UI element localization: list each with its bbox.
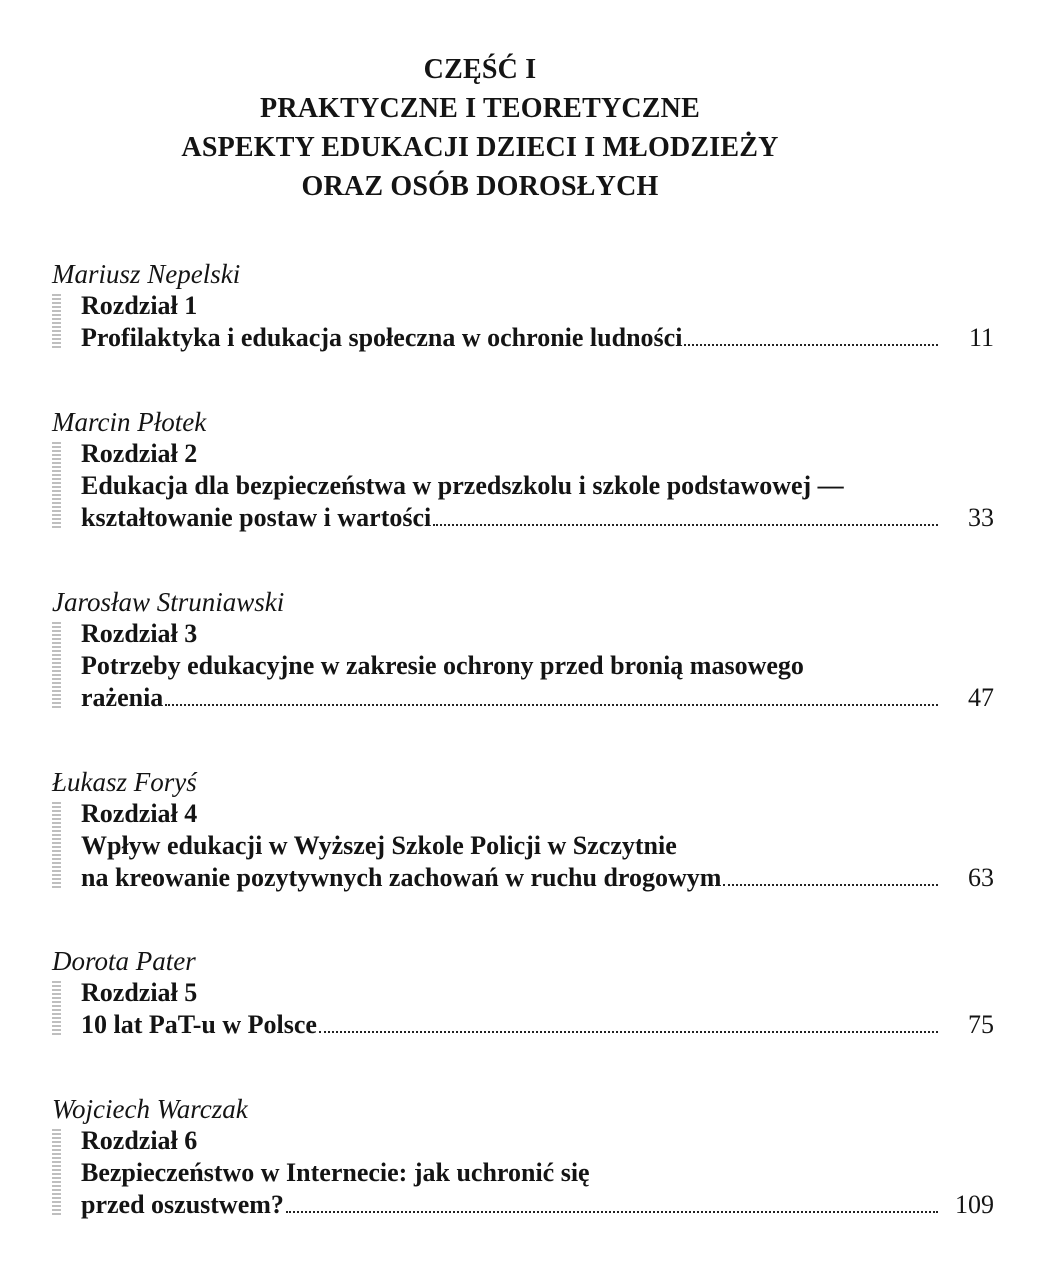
entry-body — [48, 1125, 1008, 1221]
chapter-title-line[interactable] — [81, 322, 994, 354]
chapter-label: Rozdział 2 — [81, 439, 198, 468]
chapter-title: Potrzeby edukacyjne w zakresie ochrony przed bronią masowego — [81, 651, 804, 680]
chapter-label: Rozdział 3 — [81, 619, 198, 648]
dot-leader — [684, 344, 938, 346]
chapter-label: Rozdział 5 — [81, 978, 198, 1007]
dot-leader — [319, 1031, 938, 1033]
entry-author: Łukasz Foryś — [52, 767, 197, 797]
dot-leader — [165, 704, 938, 706]
chapter-title-line[interactable] — [81, 862, 994, 894]
toc-entry — [48, 945, 1008, 1041]
binding-marks — [52, 1129, 61, 1217]
chapter-title: rażenia — [81, 683, 164, 712]
entry-body — [48, 618, 1008, 714]
entry-author: Mariusz Nepelski — [52, 259, 241, 289]
chapter-title-line[interactable] — [81, 502, 994, 534]
entry-author: Dorota Pater — [52, 946, 196, 976]
chapter-title: kształtowanie postaw i wartości — [81, 503, 432, 532]
binding-marks — [52, 622, 61, 710]
entry-body — [48, 798, 1008, 894]
binding-marks — [52, 802, 61, 890]
binding-marks — [52, 981, 61, 1037]
toc-entry — [48, 766, 1008, 894]
part-title-line: ORAZ OSÓB DOROSŁYCH — [301, 171, 659, 202]
page-number: 75 — [968, 1010, 994, 1039]
part-title-line: ASPEKTY EDUKACJI DZIECI I MŁODZIEŻY — [181, 132, 779, 163]
binding-marks — [52, 442, 61, 530]
entry-body — [48, 977, 1008, 1041]
entry-author: Wojciech Warczak — [52, 1094, 248, 1124]
dot-leader — [286, 1211, 938, 1213]
dot-leader — [723, 884, 938, 886]
page-number: 33 — [968, 503, 994, 532]
chapter-title-line[interactable] — [81, 1189, 994, 1221]
chapter-title-line[interactable] — [81, 1009, 994, 1041]
chapter-title: Wpływ edukacji w Wyższej Szkole Policji w Szczytnie — [81, 831, 677, 860]
chapter-title: Bezpieczeństwo w Internecie: jak uchronić się — [81, 1158, 590, 1187]
toc-entry — [48, 1093, 1008, 1221]
chapter-title-line[interactable] — [81, 682, 994, 714]
toc-entry — [48, 586, 1008, 714]
chapter-label: Rozdział 4 — [81, 799, 198, 828]
toc-entry — [48, 258, 1008, 354]
chapter-title: na kreowanie pozytywnych zachowań w ruchu drogowym — [81, 863, 722, 892]
entry-body — [48, 290, 1008, 354]
entry-author: Jarosław Struniawski — [52, 587, 285, 617]
part-title-line: PRAKTYCZNE I TEORETYCZNE — [260, 93, 700, 124]
entry-body — [48, 438, 1008, 534]
part-number: CZĘŚĆ I — [423, 54, 537, 85]
page-number: 109 — [955, 1190, 994, 1219]
binding-marks — [52, 294, 61, 350]
dot-leader — [433, 524, 938, 526]
toc-entry — [48, 406, 1008, 534]
chapter-label: Rozdział 6 — [81, 1126, 198, 1155]
chapter-label: Rozdział 1 — [81, 291, 198, 320]
page-number: 47 — [968, 683, 994, 712]
page-number: 11 — [968, 323, 994, 352]
page-number: 63 — [968, 863, 994, 892]
chapter-title: Profilaktyka i edukacja społeczna w ochronie ludności — [81, 323, 683, 352]
chapter-title: Edukacja dla bezpieczeństwa w przedszkolu i szkole podstawowej — — [81, 471, 844, 500]
part-header — [120, 50, 840, 206]
chapter-title: przed oszustwem? — [81, 1190, 284, 1219]
entry-author: Marcin Płotek — [52, 407, 207, 437]
chapter-title: 10 lat PaT-u w Polsce — [81, 1010, 317, 1039]
